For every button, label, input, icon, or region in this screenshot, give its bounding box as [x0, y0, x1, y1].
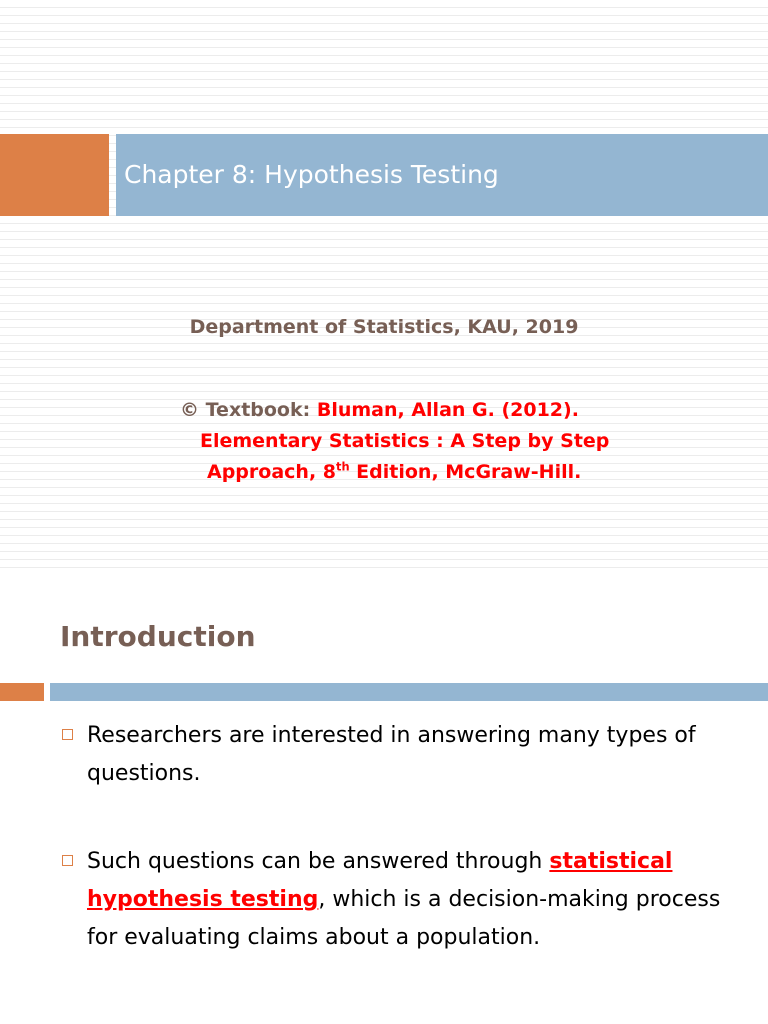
slide-introduction: [0, 570, 768, 1024]
citation-line-3-end: Edition, McGraw-Hill.: [349, 461, 582, 483]
square-bullet-icon: [62, 729, 73, 740]
edition-superscript: th: [336, 459, 350, 474]
slide-heading: Introduction: [60, 620, 256, 653]
bullet-text-start: Such questions can be answered through: [87, 849, 550, 874]
textbook-citation: [180, 395, 740, 488]
heading-accent-block: [0, 683, 44, 701]
bullet-text-end: , which is a decision-making process for evaluating claims about a population.: [87, 887, 721, 950]
textbook-author: Bluman, Allan G. (2012).: [316, 399, 579, 421]
bullet-text: [62, 843, 742, 957]
bullet-text: Researchers are interested in answering many types of questions.: [87, 723, 696, 786]
title-bar: [116, 134, 768, 216]
slide-title-text: Chapter 8: Hypothesis Testing: [124, 160, 499, 189]
highlighted-term: statistical hypothesis testing: [87, 849, 673, 912]
textbook-label: © Textbook:: [180, 399, 317, 421]
bullet-item: [62, 717, 742, 793]
heading-bar: [50, 683, 768, 701]
bullet-item: [62, 843, 742, 957]
citation-line-3-start: Approach, 8: [207, 461, 336, 483]
citation-line-2: Elementary Statistics : A Step by Step: [200, 430, 610, 452]
citation-line-1: [180, 395, 740, 426]
citation-line-3: [180, 457, 740, 488]
department-line: Department of Statistics, KAU, 2019: [189, 316, 579, 338]
square-bullet-icon: [62, 855, 73, 866]
title-accent-block: [0, 134, 109, 216]
